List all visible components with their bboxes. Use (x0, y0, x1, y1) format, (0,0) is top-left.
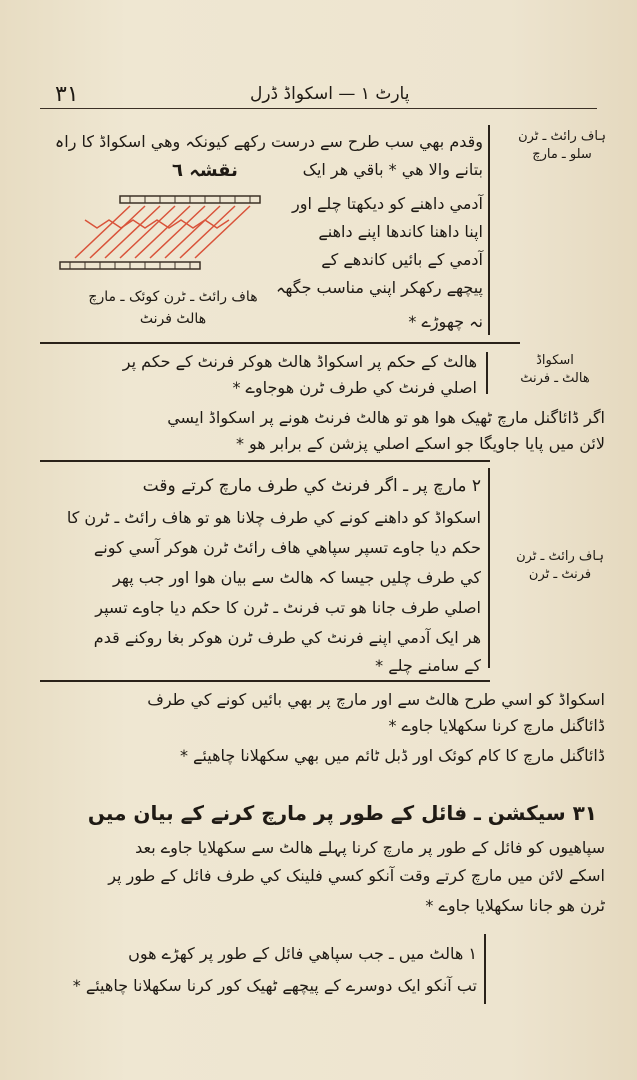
block4-rule (484, 934, 486, 1004)
block3-line: اصلي طرف جانا ھو تب فرنٹ ـ ٹرن کا حکم دیا جاوے تسپر (95, 598, 481, 617)
margin-note-3 (510, 548, 610, 584)
diagram-caption (58, 286, 288, 330)
block4-line: تب آنکو ایک دوسرے کے پیچھے ٹھیک کور کرنا سکھلانا چاھیئے * (72, 976, 477, 995)
header-rule (40, 108, 597, 109)
block3-rule (488, 468, 490, 668)
separator (40, 680, 490, 682)
margin-note-1 (512, 128, 612, 164)
block3-line: کے سامنے چلے * (375, 656, 481, 675)
diagram-title: نقشہ ٦ (172, 160, 238, 181)
block3-line: حکم دیا جاوے تسپر سپاھي ھاف رائٹ ٹرن ھوکر آسي کونے (93, 538, 481, 557)
paragraph-line: لائن میں پایا جاویگا جو اسکے اصلي پزشن کے برابر ھو * (235, 434, 605, 453)
block3-line: ھر ایک آدمي اپنے فرنٹ کي طرف ٹرن ھوکر بغا روکنے قدم (93, 628, 481, 647)
page-number: ۳۱ (55, 82, 79, 107)
block1-line: پیچھے رکھکر اپني مناسب جگھہ (275, 278, 483, 297)
block1-line: بتانے والا ھي * باقي ھر ایک (302, 160, 483, 179)
block3-line: اسکواڈ کو داھنے کونے کي طرف چلانا ھو تو ھاف رائٹ ـ ٹرن کا (66, 508, 481, 527)
separator (40, 460, 490, 462)
paragraph-line: اسکواڈ کو اسي طرح ھالٹ سے اور مارچ پر بھي بائیں کونے کي طرف (147, 690, 605, 709)
block2-line: اصلي فرنٹ کي طرف ٹرن ھوجاوے * (232, 378, 477, 397)
block3-line: کي طرف چلیں جیسا کہ ھالٹ سے بیان ھوا اور جب پھر (113, 568, 481, 587)
block1-line: آدمي کے بائیں کاندھے کے (321, 250, 483, 269)
paragraph-line: ڈائاگنل مارچ کا کام کوئک اور ڈبل ٹائم میں بھي سکھلانا چاھیئے * (179, 746, 605, 765)
margin-note-line: اسکواڈ (536, 353, 574, 368)
diagram-caption-line: ھاف رائٹ ـ ٹرن کوئک ـ مارچ (88, 289, 258, 305)
paragraph-line: اگر ڈائاگنل مارچ ٹھیک ھوا ھو تو ھالٹ فرنٹ ھونے پر اسکواڈ ایسي (167, 408, 605, 427)
block2-line: ھالٹ کے حکم پر اسکواڈ ھالٹ ھوکر فرنٹ کے حکم پر (122, 352, 477, 371)
block2-rule (486, 352, 488, 394)
block1-line: نہ چھوڑے * (408, 312, 483, 331)
separator (40, 342, 520, 344)
paragraph-line: ڈائاگنل مارچ کرنا سکھلایا جاوے * (388, 716, 605, 735)
diagram-caption-line: ھالٹ فرنٹ (139, 311, 207, 327)
section-line: اسکے لائن میں مارچ کرتے وقت آنکو کسي فلینک کي طرف فائل کے طور پر (108, 866, 605, 885)
block4-line: ۱ ھالٹ میں ـ جب سپاھي فائل کے طور پر کھڑے ھوں (128, 944, 477, 963)
running-title: پارٹ ۱ — اسکواڈ ڈرل (250, 84, 410, 104)
margin-note-line: ھالٹ ـ فرنٹ (520, 371, 590, 386)
margin-note-line: ہاف رائٹ ـ ٹرن (516, 549, 604, 564)
section-title: ۳۱ سیکشن ـ فائل کے طور پر مارچ کرنے کے بیان میں (87, 801, 597, 825)
margin-note-2 (505, 352, 605, 388)
block1-line: آدمي داھنے کو دیکھتا چلے اور (292, 194, 483, 213)
section-line: سپاھیوں کو فائل کے طور پر مارچ کرنا پہلے ھالٹ سے سکھلایا جاوے بعد (135, 838, 605, 857)
margin-note-line: فرنٹ ـ ٹرن (528, 567, 592, 582)
margin-note-line: سلو ـ مارچ (532, 147, 592, 162)
block3-heading: ۲ مارچ پر ـ اگر فرنٹ کي طرف مارچ کرتے وقت (142, 476, 481, 496)
formation-diagram (45, 190, 275, 280)
block1-rule (488, 125, 490, 335)
block1-line: اپنا داھنا کاندھا اپنے داھنے (318, 222, 483, 241)
formation-diagram-svg (45, 190, 275, 280)
margin-note-line: ہاف رائٹ ـ ٹرن (518, 129, 606, 144)
block1-line: وقدم بھي سب طرح سے درست رکھے کیونکہ وھي اسکواڈ کا راہ (54, 132, 483, 151)
section-line: ٹرن ھو جانا سکھلایا جاوے * (425, 896, 605, 915)
